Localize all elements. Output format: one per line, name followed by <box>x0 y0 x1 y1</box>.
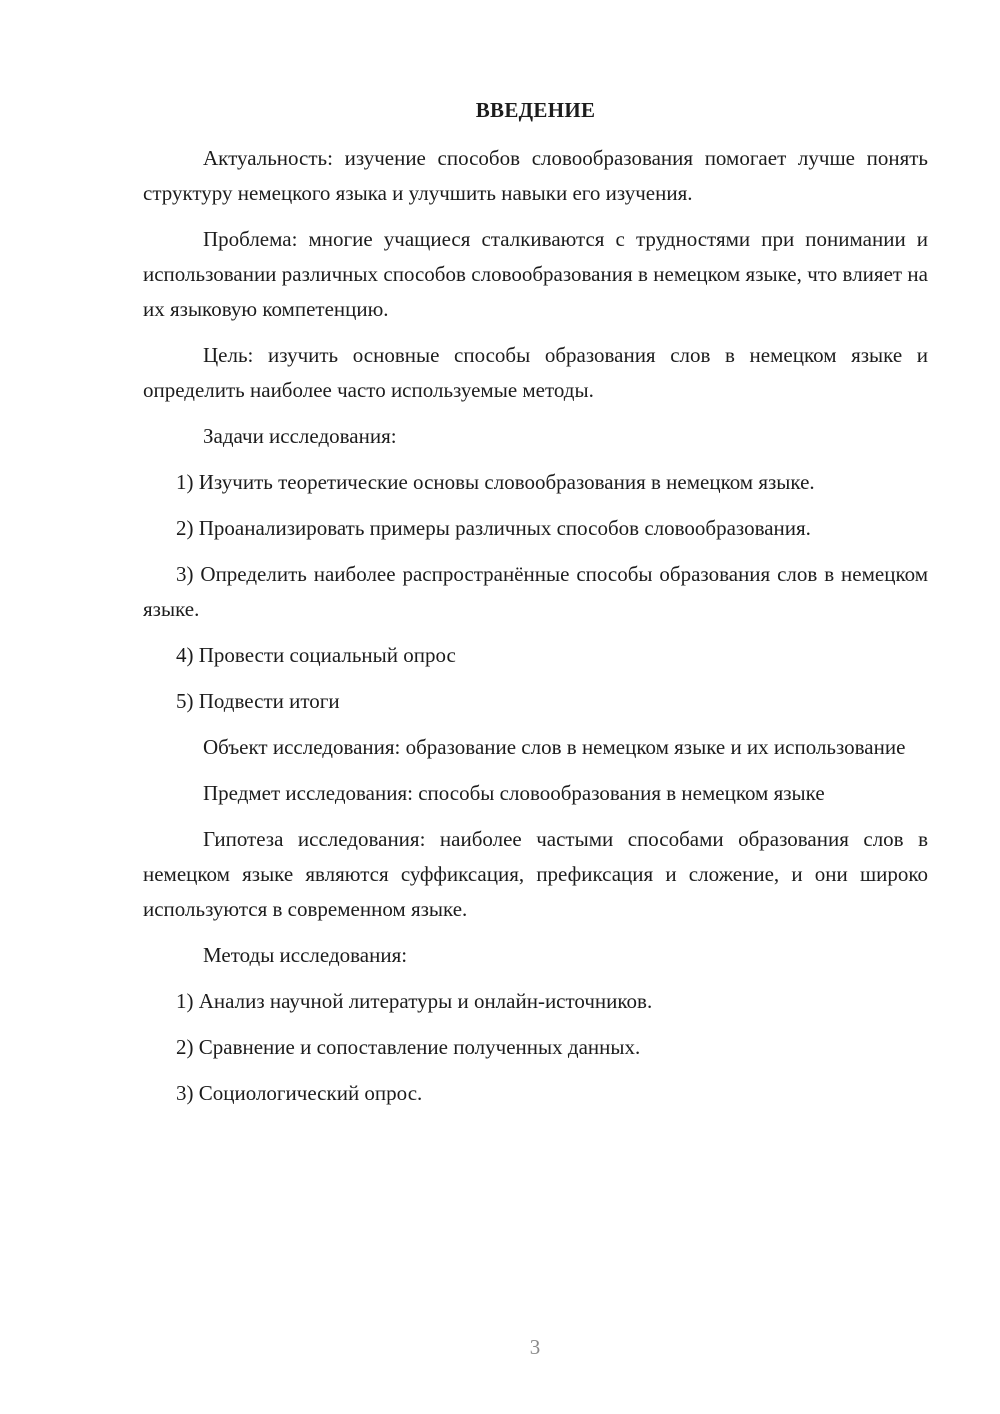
list-item-method-2: 2) Сравнение и сопоставление полученных данных. <box>176 1035 641 1059</box>
paragraph-hypothesis: Гипотеза исследования: наиболее частыми способами образования слов в немецком языке являются суффиксация, префиксация и сложение, и они широко используются в современном языке. <box>143 827 928 921</box>
paragraph-relevance: Актуальность: изучение способов словообразования помогает лучше понять структуру немецкого языка и улучшить навыки его изучения. <box>143 146 928 205</box>
list-item-task-4: 4) Провести социальный опрос <box>176 643 456 667</box>
paragraph-object: Объект исследования: образование слов в немецком языке и их использование <box>203 735 906 759</box>
paragraph-problem: Проблема: многие учащиеся сталкиваются с трудностями при понимании и использовании различных способов словообразования в немецком языке, что влияет на их языковую компетенцию. <box>143 227 928 321</box>
section-title: ВВЕДЕНИЕ <box>475 98 596 122</box>
paragraph-tasks-heading: Задачи исследования: <box>203 424 397 448</box>
paragraph-subject: Предмет исследования: способы словообразования в немецком языке <box>203 781 825 805</box>
list-item-task-3: 3) Определить наиболее распространённые способы образования слов в немецком языке. <box>143 562 928 621</box>
list-item-method-1: 1) Анализ научной литературы и онлайн-источников. <box>176 989 653 1013</box>
page-number: 3 <box>529 1335 541 1359</box>
list-item-method-3: 3) Социологический опрос. <box>176 1081 423 1105</box>
list-item-task-5: 5) Подвести итоги <box>176 689 340 713</box>
list-item-task-2: 2) Проанализировать примеры различных способов словообразования. <box>176 516 811 540</box>
paragraph-methods-heading: Методы исследования: <box>203 943 408 967</box>
paragraph-goal: Цель: изучить основные способы образования слов в немецком языке и определить наиболее часто используемые методы. <box>143 343 928 402</box>
page-content <box>143 95 928 1122</box>
list-item-task-1: 1) Изучить теоретические основы словообразования в немецком языке. <box>176 470 815 494</box>
